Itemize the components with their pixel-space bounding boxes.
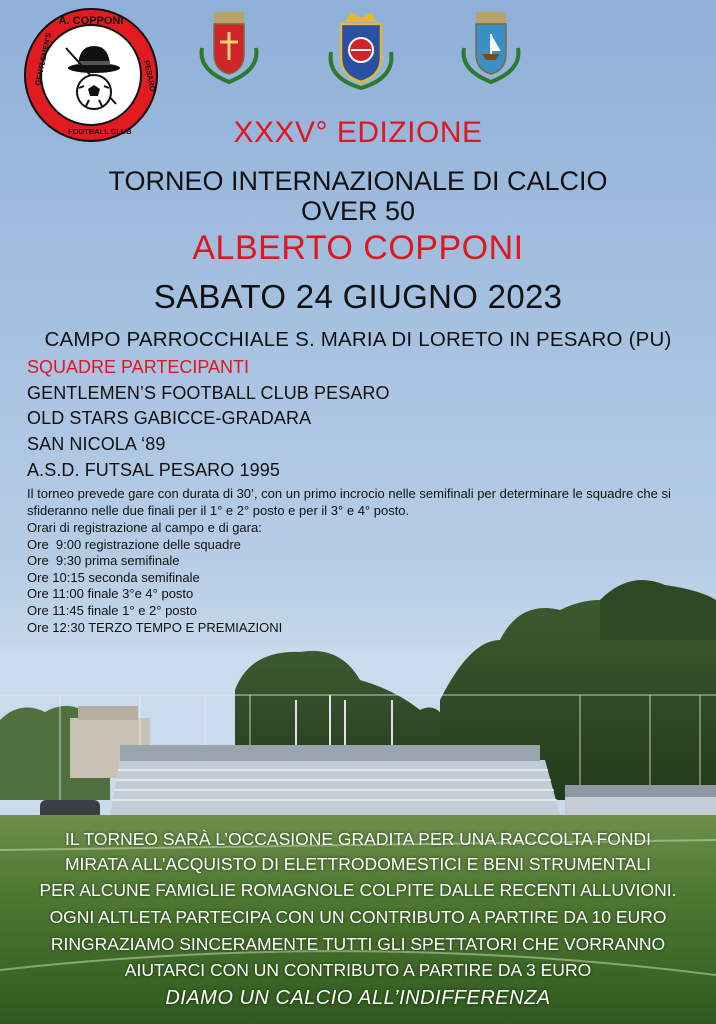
team-item: SAN NICOLA ‘89 — [27, 434, 166, 454]
footer-line: RINGRAZIAMO SINCERAMENTE TUTTI GLI SPETTATORI CHE VORRANNO — [50, 934, 666, 954]
team-item: A.S.D. FUTSAL PESARO 1995 — [27, 460, 280, 480]
tournament-description: Il torneo prevede gare con durata di 30’, con un primo incrocio nelle semifinali per determinare le squadre che si sfideranno nelle due finali per il 1° e 2° posto e per il 3° e 4° posto. — [27, 486, 671, 518]
schedule — [27, 520, 687, 636]
schedule-item: Ore 10:15 seconda semifinale — [27, 569, 200, 585]
svg-text:A. COPPONI: A. COPPONI — [58, 15, 124, 27]
tournament-name: ALBERTO COPPONI — [192, 229, 524, 267]
tournament-title-line2: OVER 50 — [300, 196, 416, 226]
teams-heading: SQUADRE PARTECIPANTI — [27, 357, 250, 377]
svg-text:FOOTBALL CLUB: FOOTBALL CLUB — [68, 127, 132, 136]
footer-line: IL TORNEO SARÀ L’OCCASIONE GRADITA PER UNA RACCOLTA FONDI — [64, 829, 652, 849]
event-date: SABATO 24 GIUGNO 2023 — [153, 278, 563, 315]
schedule-item: Ore 11:45 finale 1° e 2° posto — [27, 602, 197, 618]
schedule-item: Ore 12:30 TERZO TEMPO E PREMIAZIONI — [27, 619, 283, 635]
slogan: DIAMO UN CALCIO ALL’INDIFFERENZA — [165, 987, 551, 1009]
svg-text:PESARO: PESARO — [142, 59, 158, 93]
tournament-title-line1: TORNEO INTERNAZIONALE DI CALCIO — [108, 166, 608, 196]
team-item: OLD STARS GABICCE-GRADARA — [27, 408, 312, 428]
coat-of-arms-icon — [327, 8, 395, 90]
footer-line: MIRATA ALL’ACQUISTO DI ELETTRODOMESTICI E BENI STRUMENTALI — [64, 854, 652, 874]
footer-line: PER ALCUNE FAMIGLIE ROMAGNOLE COLPITE DALLE RECENTI ALLUVIONI. — [39, 880, 677, 900]
edition-title: XXXV° EDIZIONE — [233, 116, 483, 149]
schedule-item: Ore 9:30 prima semifinale — [27, 553, 180, 569]
svg-text:GENTLEMEN'S: GENTLEMEN'S — [33, 31, 54, 87]
coat-of-arms-icon — [198, 8, 260, 84]
schedule-item: Ore 9:00 registrazione delle squadre — [27, 536, 241, 552]
footer-line: OGNI ALTLETA PARTECIPA CON UN CONTRIBUTO A PARTIRE DA 10 EURO — [49, 907, 667, 927]
schedule-item: Ore 11:00 finale 3°e 4° posto — [27, 586, 194, 602]
footer-line: AIUTARCI CON UN CONTRIBUTO A PARTIRE DA 3 EURO — [124, 960, 592, 980]
venue: CAMPO PARROCCHIALE S. MARIA DI LORETO IN PESARO (PU) — [44, 328, 672, 351]
coat-of-arms-icon — [460, 8, 522, 84]
team-item: GENTLEMEN’S FOOTBALL CLUB PESARO — [27, 383, 390, 403]
tournament-title — [0, 166, 716, 226]
schedule-heading: Orari di registrazione al campo e di gara: — [27, 520, 262, 535]
